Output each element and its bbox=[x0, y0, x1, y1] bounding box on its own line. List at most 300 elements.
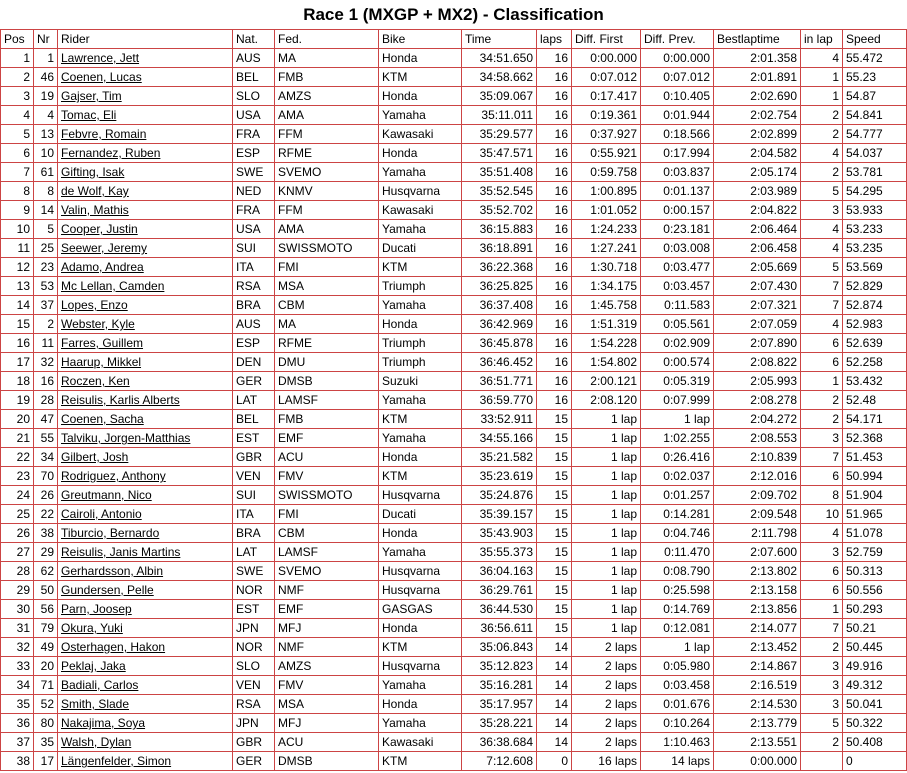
cell-speed: 54.777 bbox=[843, 125, 907, 144]
cell-diff-prev: 0:10.405 bbox=[641, 87, 714, 106]
cell-fed: ACU bbox=[275, 448, 379, 467]
cell-laps: 14 bbox=[537, 657, 572, 676]
cell-speed: 51.453 bbox=[843, 448, 907, 467]
cell-nat: SLO bbox=[233, 87, 275, 106]
cell-bestlaptime: 2:13.779 bbox=[714, 714, 801, 733]
table-row bbox=[1, 600, 907, 619]
cell-speed: 54.037 bbox=[843, 144, 907, 163]
cell-speed: 52.759 bbox=[843, 543, 907, 562]
cell-nat: NED bbox=[233, 182, 275, 201]
cell-laps: 16 bbox=[537, 201, 572, 220]
table-row bbox=[1, 714, 907, 733]
cell-in-lap: 1 bbox=[801, 600, 843, 619]
cell-rider bbox=[58, 543, 233, 562]
cell-diff-first: 2:08.120 bbox=[572, 391, 641, 410]
rider-link[interactable]: Längenfelder, Simon bbox=[61, 754, 172, 768]
cell-nat: AUS bbox=[233, 49, 275, 68]
cell-rider bbox=[58, 182, 233, 201]
cell-speed: 52.368 bbox=[843, 429, 907, 448]
rider-link[interactable]: Coenen, Lucas bbox=[61, 70, 142, 84]
cell-time: 36:44.530 bbox=[462, 600, 537, 619]
cell-fed: MFJ bbox=[275, 714, 379, 733]
rider-link[interactable]: Badiali, Carlos bbox=[61, 678, 139, 692]
cell-rider bbox=[58, 619, 233, 638]
cell-diff-first: 2 laps bbox=[572, 733, 641, 752]
cell-in-lap: 6 bbox=[801, 467, 843, 486]
cell-nat: SUI bbox=[233, 239, 275, 258]
cell-diff-prev: 0:08.790 bbox=[641, 562, 714, 581]
cell-bestlaptime: 2:07.321 bbox=[714, 296, 801, 315]
rider-link[interactable]: Tomac, Eli bbox=[61, 108, 117, 122]
cell-speed: 55.472 bbox=[843, 49, 907, 68]
rider-link[interactable]: Talviku, Jorgen-Matthias bbox=[61, 431, 191, 445]
table-row bbox=[1, 315, 907, 334]
cell-nr: 11 bbox=[34, 334, 58, 353]
cell-fed: EMF bbox=[275, 429, 379, 448]
cell-pos: 15 bbox=[1, 315, 34, 334]
cell-rider bbox=[58, 581, 233, 600]
cell-time: 35:09.067 bbox=[462, 87, 537, 106]
table-row bbox=[1, 220, 907, 239]
cell-bestlaptime: 2:06.458 bbox=[714, 239, 801, 258]
cell-nr: 38 bbox=[34, 524, 58, 543]
cell-diff-first: 1:51.319 bbox=[572, 315, 641, 334]
cell-laps: 16 bbox=[537, 125, 572, 144]
cell-laps: 16 bbox=[537, 239, 572, 258]
cell-nr: 10 bbox=[34, 144, 58, 163]
cell-nat: GER bbox=[233, 752, 275, 771]
cell-in-lap: 1 bbox=[801, 372, 843, 391]
column-header-in-lap: in lap bbox=[801, 30, 843, 49]
cell-nat: DEN bbox=[233, 353, 275, 372]
cell-bestlaptime: 2:01.358 bbox=[714, 49, 801, 68]
cell-time: 36:56.611 bbox=[462, 619, 537, 638]
rider-link[interactable]: Parn, Joosep bbox=[61, 602, 132, 616]
cell-bike: Honda bbox=[379, 87, 462, 106]
cell-nr: 22 bbox=[34, 505, 58, 524]
cell-nat: LAT bbox=[233, 391, 275, 410]
cell-speed: 53.432 bbox=[843, 372, 907, 391]
cell-diff-prev: 0:03.837 bbox=[641, 163, 714, 182]
cell-diff-first: 2 laps bbox=[572, 638, 641, 657]
cell-pos: 38 bbox=[1, 752, 34, 771]
cell-diff-prev: 0:07.012 bbox=[641, 68, 714, 87]
cell-fed: SWISSMOTO bbox=[275, 239, 379, 258]
rider-link[interactable]: Greutmann, Nico bbox=[61, 488, 152, 502]
column-header-pos: Pos bbox=[1, 30, 34, 49]
cell-time: 36:37.408 bbox=[462, 296, 537, 315]
cell-bike: Honda bbox=[379, 315, 462, 334]
cell-diff-first: 1:54.802 bbox=[572, 353, 641, 372]
cell-nat: AUS bbox=[233, 315, 275, 334]
cell-rider bbox=[58, 163, 233, 182]
cell-in-lap: 7 bbox=[801, 619, 843, 638]
cell-speed: 0 bbox=[843, 752, 907, 771]
cell-speed: 53.781 bbox=[843, 163, 907, 182]
rider-link[interactable]: Gundersen, Pelle bbox=[61, 583, 154, 597]
rider-link[interactable]: Adamo, Andrea bbox=[61, 260, 144, 274]
cell-time: 36:38.684 bbox=[462, 733, 537, 752]
cell-rider bbox=[58, 752, 233, 771]
table-row bbox=[1, 752, 907, 771]
cell-time: 35:52.702 bbox=[462, 201, 537, 220]
cell-diff-prev: 0:01.137 bbox=[641, 182, 714, 201]
rider-link[interactable]: Lawrence, Jett bbox=[61, 51, 140, 65]
cell-fed: AMZS bbox=[275, 657, 379, 676]
cell-laps: 15 bbox=[537, 410, 572, 429]
table-row bbox=[1, 353, 907, 372]
cell-speed: 54.841 bbox=[843, 106, 907, 125]
cell-nat: RSA bbox=[233, 695, 275, 714]
cell-speed: 53.933 bbox=[843, 201, 907, 220]
cell-diff-first: 1 lap bbox=[572, 562, 641, 581]
cell-speed: 50.293 bbox=[843, 600, 907, 619]
cell-time: 35:51.408 bbox=[462, 163, 537, 182]
cell-time: 36:22.368 bbox=[462, 258, 537, 277]
rider-link[interactable]: Lopes, Enzo bbox=[61, 298, 128, 312]
cell-bike: KTM bbox=[379, 467, 462, 486]
cell-nat: ESP bbox=[233, 334, 275, 353]
cell-bestlaptime: 2:13.158 bbox=[714, 581, 801, 600]
cell-nat: BEL bbox=[233, 68, 275, 87]
cell-bike: Yamaha bbox=[379, 543, 462, 562]
cell-nat: BRA bbox=[233, 296, 275, 315]
cell-time: 36:42.969 bbox=[462, 315, 537, 334]
cell-nat: VEN bbox=[233, 676, 275, 695]
cell-bike: Husqvarna bbox=[379, 562, 462, 581]
rider-link[interactable]: Seewer, Jeremy bbox=[61, 241, 148, 255]
cell-speed: 50.313 bbox=[843, 562, 907, 581]
cell-in-lap: 7 bbox=[801, 277, 843, 296]
cell-time: 35:21.582 bbox=[462, 448, 537, 467]
cell-fed: FMB bbox=[275, 410, 379, 429]
table-row bbox=[1, 657, 907, 676]
cell-laps: 15 bbox=[537, 562, 572, 581]
cell-laps: 15 bbox=[537, 429, 572, 448]
rider-link[interactable]: Reisulis, Janis Martins bbox=[61, 545, 181, 559]
cell-nr: 55 bbox=[34, 429, 58, 448]
cell-fed: EMF bbox=[275, 600, 379, 619]
cell-in-lap: 6 bbox=[801, 353, 843, 372]
cell-fed: MSA bbox=[275, 277, 379, 296]
table-row bbox=[1, 144, 907, 163]
cell-time: 36:46.452 bbox=[462, 353, 537, 372]
cell-nat: SLO bbox=[233, 657, 275, 676]
cell-nr: 26 bbox=[34, 486, 58, 505]
table-row bbox=[1, 182, 907, 201]
rider-link[interactable]: Osterhagen, Hakon bbox=[61, 640, 166, 654]
rider-link[interactable]: Okura, Yuki bbox=[61, 621, 123, 635]
rider-link[interactable]: Rodriguez, Anthony bbox=[61, 469, 166, 483]
cell-pos: 4 bbox=[1, 106, 34, 125]
cell-rider bbox=[58, 638, 233, 657]
cell-time: 35:12.823 bbox=[462, 657, 537, 676]
rider-link[interactable]: Tiburcio, Bernardo bbox=[61, 526, 160, 540]
table-row bbox=[1, 676, 907, 695]
cell-in-lap: 10 bbox=[801, 505, 843, 524]
cell-fed: MA bbox=[275, 49, 379, 68]
cell-nat: JPN bbox=[233, 619, 275, 638]
cell-fed: DMSB bbox=[275, 752, 379, 771]
cell-speed: 49.312 bbox=[843, 676, 907, 695]
cell-bestlaptime: 2:09.548 bbox=[714, 505, 801, 524]
cell-pos: 31 bbox=[1, 619, 34, 638]
cell-pos: 18 bbox=[1, 372, 34, 391]
cell-nr: 37 bbox=[34, 296, 58, 315]
cell-nat: FRA bbox=[233, 125, 275, 144]
column-header-nat: Nat. bbox=[233, 30, 275, 49]
cell-laps: 14 bbox=[537, 714, 572, 733]
cell-bestlaptime: 2:07.059 bbox=[714, 315, 801, 334]
cell-bike: Kawasaki bbox=[379, 733, 462, 752]
cell-laps: 15 bbox=[537, 505, 572, 524]
column-header-diff-first: Diff. First bbox=[572, 30, 641, 49]
cell-diff-prev: 0:11.470 bbox=[641, 543, 714, 562]
cell-diff-first: 0:17.417 bbox=[572, 87, 641, 106]
cell-pos: 19 bbox=[1, 391, 34, 410]
cell-bike: Honda bbox=[379, 524, 462, 543]
table-row bbox=[1, 277, 907, 296]
cell-nat: ITA bbox=[233, 505, 275, 524]
cell-time: 35:43.903 bbox=[462, 524, 537, 543]
cell-pos: 32 bbox=[1, 638, 34, 657]
cell-nat: BRA bbox=[233, 524, 275, 543]
cell-speed: 53.233 bbox=[843, 220, 907, 239]
rider-link[interactable]: Gerhardsson, Albin bbox=[61, 564, 164, 578]
column-header-nr: Nr bbox=[34, 30, 58, 49]
cell-fed: FMI bbox=[275, 505, 379, 524]
cell-rider bbox=[58, 410, 233, 429]
cell-time: 33:52.911 bbox=[462, 410, 537, 429]
cell-diff-prev: 0:12.081 bbox=[641, 619, 714, 638]
rider-link[interactable]: Fernandez, Ruben bbox=[61, 146, 161, 160]
cell-time: 36:45.878 bbox=[462, 334, 537, 353]
cell-nr: 32 bbox=[34, 353, 58, 372]
cell-nr: 56 bbox=[34, 600, 58, 619]
cell-pos: 2 bbox=[1, 68, 34, 87]
cell-pos: 24 bbox=[1, 486, 34, 505]
cell-bestlaptime: 2:13.802 bbox=[714, 562, 801, 581]
cell-time: 35:55.373 bbox=[462, 543, 537, 562]
cell-time: 35:29.577 bbox=[462, 125, 537, 144]
cell-laps: 16 bbox=[537, 353, 572, 372]
rider-link[interactable]: Valin, Mathis bbox=[61, 203, 129, 217]
cell-bike: KTM bbox=[379, 752, 462, 771]
cell-in-lap: 2 bbox=[801, 638, 843, 657]
cell-bestlaptime: 2:03.989 bbox=[714, 182, 801, 201]
cell-fed: LAMSF bbox=[275, 543, 379, 562]
cell-bike: KTM bbox=[379, 258, 462, 277]
cell-in-lap: 4 bbox=[801, 144, 843, 163]
cell-nat: NOR bbox=[233, 581, 275, 600]
rider-link[interactable]: Coenen, Sacha bbox=[61, 412, 144, 426]
cell-nr: 13 bbox=[34, 125, 58, 144]
cell-bestlaptime: 2:01.891 bbox=[714, 68, 801, 87]
cell-diff-first: 1 lap bbox=[572, 600, 641, 619]
cell-nat: USA bbox=[233, 106, 275, 125]
cell-nat: FRA bbox=[233, 201, 275, 220]
cell-rider bbox=[58, 277, 233, 296]
cell-rider bbox=[58, 144, 233, 163]
cell-nat: NOR bbox=[233, 638, 275, 657]
cell-time: 35:06.843 bbox=[462, 638, 537, 657]
cell-diff-prev: 0:26.416 bbox=[641, 448, 714, 467]
cell-in-lap: 3 bbox=[801, 201, 843, 220]
cell-nat: EST bbox=[233, 429, 275, 448]
cell-in-lap: 6 bbox=[801, 562, 843, 581]
cell-time: 35:23.619 bbox=[462, 467, 537, 486]
cell-in-lap: 8 bbox=[801, 486, 843, 505]
cell-diff-first: 0:59.758 bbox=[572, 163, 641, 182]
cell-pos: 1 bbox=[1, 49, 34, 68]
rider-link[interactable]: Cairoli, Antonio bbox=[61, 507, 142, 521]
cell-pos: 35 bbox=[1, 695, 34, 714]
cell-bestlaptime: 2:16.519 bbox=[714, 676, 801, 695]
rider-link[interactable]: Haarup, Mikkel bbox=[61, 355, 142, 369]
cell-pos: 25 bbox=[1, 505, 34, 524]
cell-diff-prev: 0:11.583 bbox=[641, 296, 714, 315]
rider-link[interactable]: Roczen, Ken bbox=[61, 374, 130, 388]
cell-bestlaptime: 2:05.993 bbox=[714, 372, 801, 391]
cell-diff-first: 0:55.921 bbox=[572, 144, 641, 163]
cell-nr: 20 bbox=[34, 657, 58, 676]
cell-diff-first: 1:27.241 bbox=[572, 239, 641, 258]
cell-laps: 16 bbox=[537, 163, 572, 182]
table-row bbox=[1, 562, 907, 581]
cell-pos: 11 bbox=[1, 239, 34, 258]
cell-rider bbox=[58, 296, 233, 315]
cell-laps: 16 bbox=[537, 277, 572, 296]
column-header-bike: Bike bbox=[379, 30, 462, 49]
cell-speed: 51.965 bbox=[843, 505, 907, 524]
rider-link[interactable]: Gifting, Isak bbox=[61, 165, 125, 179]
cell-bike: Yamaha bbox=[379, 429, 462, 448]
cell-rider bbox=[58, 220, 233, 239]
cell-in-lap: 7 bbox=[801, 448, 843, 467]
rider-link[interactable]: Walsh, Dylan bbox=[61, 735, 132, 749]
cell-nr: 23 bbox=[34, 258, 58, 277]
cell-bike: Ducati bbox=[379, 239, 462, 258]
cell-nat: SWE bbox=[233, 163, 275, 182]
cell-nr: 79 bbox=[34, 619, 58, 638]
cell-pos: 26 bbox=[1, 524, 34, 543]
cell-rider bbox=[58, 201, 233, 220]
cell-pos: 16 bbox=[1, 334, 34, 353]
cell-diff-first: 1:45.758 bbox=[572, 296, 641, 315]
cell-in-lap: 1 bbox=[801, 68, 843, 87]
cell-bike: Honda bbox=[379, 448, 462, 467]
cell-diff-first: 1:54.228 bbox=[572, 334, 641, 353]
cell-time: 36:51.771 bbox=[462, 372, 537, 391]
cell-nr: 28 bbox=[34, 391, 58, 410]
rider-link[interactable]: Febvre, Romain bbox=[61, 127, 147, 141]
cell-bestlaptime: 2:04.272 bbox=[714, 410, 801, 429]
table-row bbox=[1, 106, 907, 125]
cell-speed: 51.078 bbox=[843, 524, 907, 543]
cell-speed: 50.556 bbox=[843, 581, 907, 600]
cell-nat: VEN bbox=[233, 467, 275, 486]
table-row bbox=[1, 391, 907, 410]
cell-speed: 50.408 bbox=[843, 733, 907, 752]
cell-bestlaptime: 2:10.839 bbox=[714, 448, 801, 467]
rider-link[interactable]: Reisulis, Karlis Alberts bbox=[61, 393, 180, 407]
cell-pos: 8 bbox=[1, 182, 34, 201]
cell-pos: 22 bbox=[1, 448, 34, 467]
cell-speed: 55.23 bbox=[843, 68, 907, 87]
cell-in-lap: 3 bbox=[801, 695, 843, 714]
rider-link[interactable]: Mc Lellan, Camden bbox=[61, 279, 165, 293]
column-header-fed: Fed. bbox=[275, 30, 379, 49]
cell-laps: 15 bbox=[537, 619, 572, 638]
cell-bike: Triumph bbox=[379, 277, 462, 296]
cell-nr: 4 bbox=[34, 106, 58, 125]
column-header-bestlaptime: Bestlaptime bbox=[714, 30, 801, 49]
cell-laps: 0 bbox=[537, 752, 572, 771]
classification-table bbox=[0, 29, 907, 771]
cell-diff-first: 2 laps bbox=[572, 676, 641, 695]
rider-link[interactable]: Gilbert, Josh bbox=[61, 450, 129, 464]
cell-pos: 7 bbox=[1, 163, 34, 182]
cell-nr: 35 bbox=[34, 733, 58, 752]
cell-laps: 16 bbox=[537, 258, 572, 277]
cell-rider bbox=[58, 258, 233, 277]
cell-time: 35:47.571 bbox=[462, 144, 537, 163]
rider-link[interactable]: Farres, Guillem bbox=[61, 336, 144, 350]
cell-speed: 50.994 bbox=[843, 467, 907, 486]
rider-link[interactable]: Cooper, Justin bbox=[61, 222, 138, 236]
rider-link[interactable]: Peklaj, Jaka bbox=[61, 659, 126, 673]
cell-bike: Honda bbox=[379, 695, 462, 714]
cell-diff-first: 0:37.927 bbox=[572, 125, 641, 144]
cell-nat: ESP bbox=[233, 144, 275, 163]
table-row bbox=[1, 505, 907, 524]
rider-link[interactable]: Webster, Kyle bbox=[61, 317, 135, 331]
cell-diff-prev: 0:14.281 bbox=[641, 505, 714, 524]
cell-bike: GASGAS bbox=[379, 600, 462, 619]
cell-pos: 21 bbox=[1, 429, 34, 448]
cell-diff-first: 2 laps bbox=[572, 695, 641, 714]
cell-diff-prev: 0:03.457 bbox=[641, 277, 714, 296]
cell-in-lap bbox=[801, 752, 843, 771]
cell-diff-first: 2 laps bbox=[572, 714, 641, 733]
rider-link[interactable]: de Wolf, Kay bbox=[61, 184, 129, 198]
rider-link[interactable]: Nakajima, Soya bbox=[61, 716, 146, 730]
cell-rider bbox=[58, 505, 233, 524]
cell-diff-first: 16 laps bbox=[572, 752, 641, 771]
cell-diff-prev: 0:00.157 bbox=[641, 201, 714, 220]
cell-bestlaptime: 2:05.174 bbox=[714, 163, 801, 182]
cell-pos: 12 bbox=[1, 258, 34, 277]
cell-bike: KTM bbox=[379, 68, 462, 87]
cell-fed: KNMV bbox=[275, 182, 379, 201]
cell-diff-prev: 1 lap bbox=[641, 410, 714, 429]
rider-link[interactable]: Gajser, Tim bbox=[61, 89, 122, 103]
cell-nat: USA bbox=[233, 220, 275, 239]
cell-nat: BEL bbox=[233, 410, 275, 429]
cell-speed: 51.904 bbox=[843, 486, 907, 505]
cell-bike: Honda bbox=[379, 619, 462, 638]
cell-nr: 25 bbox=[34, 239, 58, 258]
cell-diff-first: 1:00.895 bbox=[572, 182, 641, 201]
cell-nat: GER bbox=[233, 372, 275, 391]
cell-speed: 50.322 bbox=[843, 714, 907, 733]
cell-fed: RFME bbox=[275, 334, 379, 353]
cell-diff-first: 1 lap bbox=[572, 486, 641, 505]
cell-bike: Husqvarna bbox=[379, 182, 462, 201]
cell-laps: 16 bbox=[537, 144, 572, 163]
rider-link[interactable]: Smith, Slade bbox=[61, 697, 130, 711]
cell-bestlaptime: 2:14.530 bbox=[714, 695, 801, 714]
